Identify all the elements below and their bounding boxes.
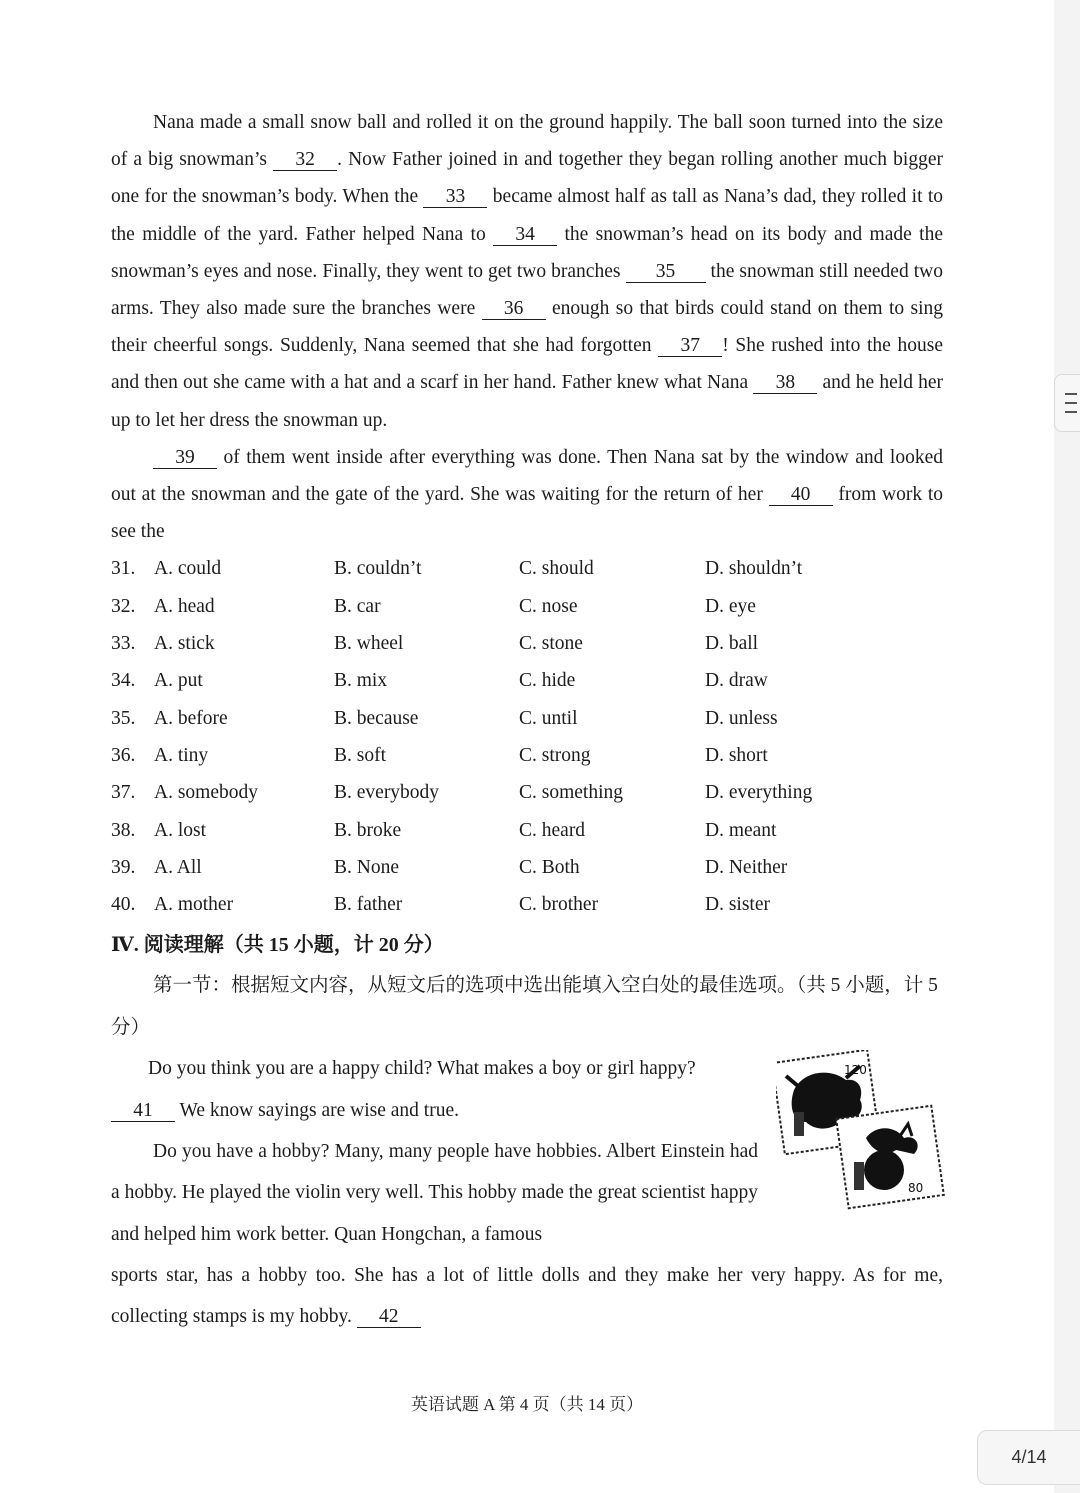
stamp-value-80: 80	[908, 1181, 924, 1196]
stamp-value-120: 120	[844, 1063, 867, 1078]
passage-paragraph-1: Nana made a small snow ball and rolled it on the ground happily. The ball soon turned into the size of a big snowman’s 32 . Now Father joined in and together they began rolling another much bigger one for the snowman’s body. When the 33 became almost half as tall as Nana’s dad, they rolled it to the middle of the yard. Father helped Nana to 34 the snowman’s head on its body and made the snowman’s eyes and nose. Finally, they went to get two branches 35 the snowman still needed two arms. They also made sure the branches were 36 enough so that birds could stand on them to sing their cheerful songs. Suddenly, Nana seemed that she had forgotten 37 ! She rushed into the house and then out she came with a hat and a scarf in her hand. Father knew what Nana 38 and he held her up to let her dress the snowman up.	[111, 112, 944, 431]
option-row: 33. A. stick B. wheel C. stone D. ball	[111, 633, 759, 655]
option-row: 37. A. somebody B. everybody C. something D. everything	[111, 782, 813, 804]
option-row: 40. A. mother B. father C. brother D. sister	[111, 894, 770, 916]
reading-passage	[111, 1048, 943, 1337]
reading-paragraph-2: Do you have a hobby? Many, many people have hobbies. Albert Einstein had a hobby. He played the violin very well. This hobby made the great scientist happy and helped him work better. Quan Hongchan, a famous	[111, 1141, 758, 1245]
blank-40: 40	[769, 485, 833, 506]
option-row: 38. A. lost B. broke C. heard D. meant	[111, 819, 777, 841]
blank-32: 32	[273, 150, 337, 171]
section-heading: Ⅳ. 阅读理解（共 15 小题，计 20 分）	[111, 934, 444, 957]
blank-36: 36	[482, 299, 546, 320]
exam-content	[111, 104, 943, 1337]
option-row: 34. A. put B. mix C. hide D. draw	[111, 670, 768, 692]
blank-34: 34	[493, 225, 557, 246]
menu-icon-line	[1065, 393, 1077, 395]
page-indicator[interactable]: 4/14	[977, 1430, 1080, 1485]
blank-37: 37	[658, 336, 722, 357]
side-menu-handle[interactable]	[1054, 374, 1080, 432]
option-row: 39. A. All B. None C. Both D. Neither	[111, 856, 788, 878]
reading-line-1: Do you think you are a happy child? What makes a boy or girl happy?	[148, 1058, 696, 1080]
blank-42: 42	[357, 1307, 421, 1328]
section-instruction: 第一节：根据短文内容，从短文后的选项中选出能填入空白处的最佳选项。（共 5 小题，计 5 分）	[111, 975, 938, 1038]
rooster-stamp	[836, 1106, 944, 1208]
blank-38: 38	[753, 373, 817, 394]
blank-39: 39	[153, 448, 217, 469]
option-row: 32. A. head B. car C. nose D. eye	[111, 595, 756, 617]
reading-line-2: 41 We know sayings are wise and true.	[111, 1090, 943, 1131]
passage-paragraph-2: 39 of them went inside after everything was done. Then Nana sat by the window and looked out at the snowman and the gate of the yard. She was waiting for the return of her 40 from work to see the	[111, 446, 943, 543]
menu-icon-line	[1065, 411, 1077, 413]
page-footer: 英语试题 A 第 4 页（共 14 页）	[410, 1395, 644, 1414]
blank-35: 35	[626, 262, 706, 283]
cloze-passage	[111, 104, 943, 550]
blank-41: 41	[111, 1101, 175, 1122]
option-row: 36. A. tiny B. soft C. strong D. short	[111, 744, 768, 766]
answer-options	[111, 550, 943, 923]
reading-paragraph-3: sports star, has a hobby too. She has a lot of little dolls and they make her very happy. As for me, collecting stamps is my hobby. 42	[111, 1264, 943, 1328]
menu-icon-line	[1065, 402, 1077, 404]
viewer-side-strip	[1054, 0, 1080, 1493]
option-row: 35. A. before B. because C. until D. unless	[111, 707, 778, 729]
option-row: 31. A. could B. couldn’t C. should D. shouldn’t	[111, 558, 803, 580]
blank-33: 33	[423, 187, 487, 208]
stamps-illustration	[776, 1050, 946, 1210]
